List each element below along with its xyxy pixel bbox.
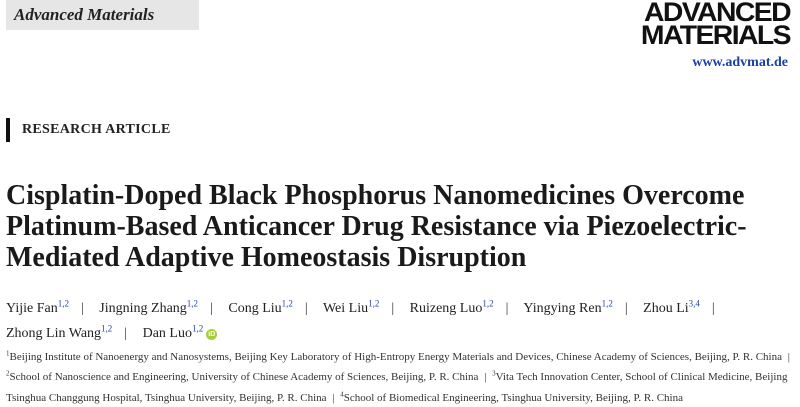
article-title: Cisplatin-Doped Black Phosphorus Nanomedicines Overcome Platinum-Based Anticancer Drug Resistance via Piezoelectric-Mediated Adaptive Homeostasis Disruption	[6, 180, 747, 273]
affiliation-separator: |	[787, 350, 790, 363]
author-affiliation-ref[interactable]: 1,2	[482, 298, 494, 308]
author-name: Dan Luo	[142, 326, 192, 342]
author-affiliation-ref[interactable]: 1,2	[601, 298, 613, 308]
author-affiliation-ref[interactable]: 1,2	[281, 298, 293, 308]
affiliation-number: 3	[492, 369, 496, 378]
author-separator: |	[80, 300, 84, 316]
affiliation	[6, 371, 478, 383]
journal-logo	[640, 0, 790, 50]
affiliation-text: School of Biomedical Engineering, Tsinghua University, Beijing, P. R. China	[343, 391, 683, 404]
affiliation-number: 1	[6, 349, 10, 357]
author-affiliation-ref[interactable]: 1,2	[368, 298, 380, 308]
affiliation-number: 2	[6, 369, 10, 378]
logo-line-1: ADVANCED	[644, 0, 790, 27]
author-list	[6, 293, 791, 344]
affiliation-number: 4	[340, 390, 344, 399]
author-separator: |	[210, 300, 213, 316]
author[interactable]	[322, 298, 380, 316]
author-separator: |	[124, 326, 128, 342]
author-affiliation-ref[interactable]: 1,2	[57, 298, 69, 308]
author-name: Yijie Fan	[6, 300, 58, 316]
journal-name-tab: Advanced Materials	[6, 0, 199, 30]
affiliation-text: Beijing Institute of Nanoenergy and Nanosystems, Beijing Key Laboratory of High-Entropy Energy Materials and Devices, Chinese Academy of Sciences, Beijing, P. R. China	[9, 350, 782, 363]
logo-line-2: MATERIALS	[640, 20, 790, 50]
orcid-icon[interactable]: iD	[208, 331, 216, 339]
affiliation-text: School of Nanoscience and Engineering, University of Chinese Academy of Sciences, Beijing, P. R. China	[9, 371, 479, 384]
author-name: Jingning Zhang	[99, 300, 187, 316]
author-name: Cong Liu	[228, 300, 282, 316]
author-affiliation-ref[interactable]: 1,2	[192, 323, 204, 334]
author[interactable]	[142, 323, 218, 342]
author[interactable]	[228, 298, 293, 316]
author-separator: |	[391, 300, 395, 316]
author-name: Ruizeng Luo	[409, 300, 483, 316]
author-name: Wei Liu	[322, 300, 369, 316]
author[interactable]	[99, 298, 199, 316]
author-name: Zhou Li	[643, 300, 689, 316]
author-name: Zhong Lin Wang	[6, 326, 102, 342]
author-affiliation-ref[interactable]: 3,4	[688, 298, 700, 308]
author[interactable]	[6, 298, 69, 316]
affiliation	[340, 392, 683, 404]
journal-url-link[interactable]: www.advmat.de	[692, 55, 788, 70]
author[interactable]	[643, 298, 700, 316]
author[interactable]	[6, 323, 113, 342]
author-name: Yingying Ren	[523, 300, 602, 316]
affiliation-separator: |	[332, 391, 335, 404]
affiliation	[6, 351, 782, 363]
author[interactable]	[523, 298, 613, 316]
affiliation-text: Vita Tech Innovation Center, School of Clinical Medicine, Beijing Tsinghua Changgung Hospital, Tsinghua University, Beijing, P. R. China	[6, 371, 788, 404]
author-separator: |	[505, 300, 509, 316]
section-label: RESEARCH ARTICLE	[6, 118, 171, 142]
author-separator: |	[304, 300, 308, 316]
author-affiliation-ref[interactable]: 1,2	[101, 323, 113, 334]
author-separator: |	[711, 300, 715, 316]
affiliations	[6, 345, 796, 407]
author[interactable]	[409, 298, 494, 316]
affiliation-separator: |	[484, 371, 487, 384]
author-affiliation-ref[interactable]: 1,2	[186, 298, 199, 308]
author-separator: |	[624, 300, 628, 316]
